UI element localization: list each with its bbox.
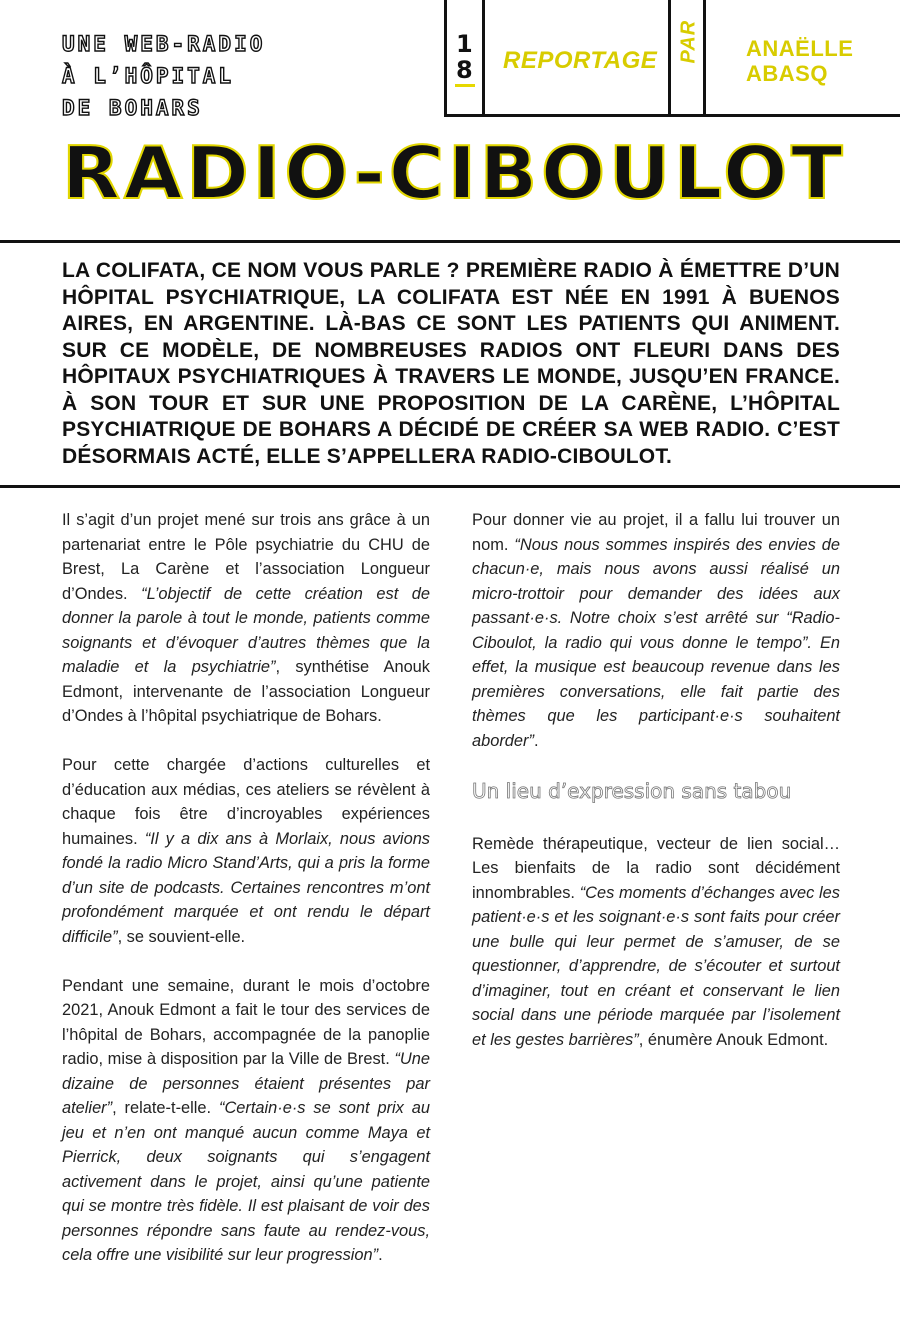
page-number-digit: 8	[456, 56, 473, 84]
divider	[0, 240, 900, 243]
page-title: RADIO-CIBOULOT	[62, 131, 847, 215]
by-label: PAR	[677, 19, 700, 64]
body-text: .	[533, 731, 539, 750]
body-paragraph	[62, 974, 430, 1268]
body-text: , synthétise Anouk Edmont, intervenante de l’association Longueur d’Ondes à l’hôpital psychiatrique de Bohars.	[62, 658, 430, 725]
quote-text: “Certain·e·s se sont prix au jeu et n’en ont manqué aucun comme Maya et Pierrick, deux soignants qui s’engagent activement dans le projet, ainsi qu’une patiente qui se montre très fidèle. Il est plaisant de voir des personnes répondre sans faute au rendez-vous, cela offre une visibilité sur leur progression”	[62, 1099, 430, 1264]
body-paragraph	[472, 508, 840, 753]
body-text: Pendant une semaine, durant le mois d’octobre 2021, Anouk Edmont a fait le tour des services de l’hôpital de Bohars, accompagnée de la panoplie radio, mise à disposition par la Ville de Brest.	[62, 976, 430, 1068]
kicker: UNE WEB-RADIO À L’HÔPITAL DE BOHARS	[62, 32, 266, 120]
rubric-cell	[485, 0, 671, 114]
body-text: Remède thérapeutique, vecteur de lien social… Les bienfaits de la radio sont décidément innombrables.	[472, 834, 840, 902]
body-text: Pour cette chargée d’actions culturelles et d’éducation aux médias, ces ateliers se révèlent à chaque fois être d’incroyables expériences humaines.	[62, 756, 430, 848]
body-text: .	[378, 1246, 383, 1264]
body-text: , relate-t-elle.	[112, 1099, 219, 1117]
body-paragraph	[62, 508, 430, 729]
body-text: Pour donner vie au projet, il a fallu lui trouver un nom.	[472, 511, 840, 554]
body-text: Il s’agit d’un projet mené sur trois ans grâce à un partenariat entre le Pôle psychiatrie du CHU de Brest, La Carène et l’association Longueur d’Ondes.	[62, 511, 430, 603]
body-paragraph	[472, 832, 840, 1053]
section-subheading: Un lieu d’expression sans tabou	[472, 778, 792, 803]
article-column-left	[62, 508, 430, 1292]
body-text: , énumère Anouk Edmont.	[638, 1030, 829, 1049]
author-name: ANAËLLE ABASQ	[746, 36, 854, 86]
quote-text: “Une dizaine de personnes étaient présentes par atelier”	[62, 1050, 430, 1117]
body-text: , se souvient-elle.	[117, 927, 246, 946]
quote-text: “Nous nous sommes inspirés des envies de chacun·e, mais nous avons aussi réalisé un micro-trottoir pour demander des idées aux passant·e·s. Notre choix s’est arrêté sur “Radio-Ciboulot, la radio qui vous donne le tempo”. En effet, la musique est beaucoup revenue dans les premières conversations, elle fait partie des thèmes que les participant·e·s souhaitent aborder”	[472, 535, 840, 750]
quote-text: “Ces moments d’échanges avec les patient·e·s et les soignant·e·s sont faits pour créer une bulle qui leur permet de s’amuser, de se questionner, d’apprendre, de s’écouter et surtout d’imaginer, tout en créant et conservant le lien social dans une période marquée par l’isolement et les gestes barrières”	[472, 883, 840, 1049]
page-number-digit: 1	[456, 30, 473, 58]
rubric-label: REPORTAGE	[503, 47, 658, 74]
lead-paragraph: LA COLIFATA, CE NOM VOUS PARLE ? PREMIÈRE RADIO À ÉMETTRE D’UN HÔPITAL PSYCHIATRIQUE, LA COLIFATA EST NÉE EN 1991 À BUENOS AIRES, EN ARGENTINE. LÀ-BAS CE SONT LES PATIENTS QUI ANIMENT. SUR CE MODÈLE, DE NOMBREUSES RADIOS ONT FLEURI DANS DES HÔPITAUX PSYCHIATRIQUES À TRAVERS LE MONDE, JUSQU’EN FRANCE. À SON TOUR ET SUR UNE PROPOSITION DE LA CARÈNE, L’HÔPITAL PSYCHIATRIQUE DE BOHARS A DÉCIDÉ DE CRÉER SA WEB RADIO. C’EST DÉSORMAIS ACTÉ, ELLE S’APPELLERA RADIO-CIBOULOT.	[62, 259, 840, 468]
page-number-cell	[447, 0, 485, 114]
body-paragraph	[62, 753, 430, 949]
page-number-underline	[455, 84, 475, 87]
article-column-right	[472, 508, 840, 1077]
author-cell	[706, 0, 900, 114]
issue-info-box	[444, 0, 900, 117]
divider	[0, 485, 900, 488]
quote-text: “L’objectif de cette création est de donner la parole à tout le monde, patients comme soignants et d’évoquer d’autres thèmes que la maladie et la psychiatrie”	[62, 584, 430, 676]
by-cell	[671, 0, 706, 114]
quote-text: “Il y a dix ans à Morlaix, nous avions fondé la radio Micro Stand’Arts, qui a pris la forme d’un site de podcasts. Certaines rencontres m’ont profondément marquée et ont rendu le départ difficile”	[62, 829, 430, 946]
